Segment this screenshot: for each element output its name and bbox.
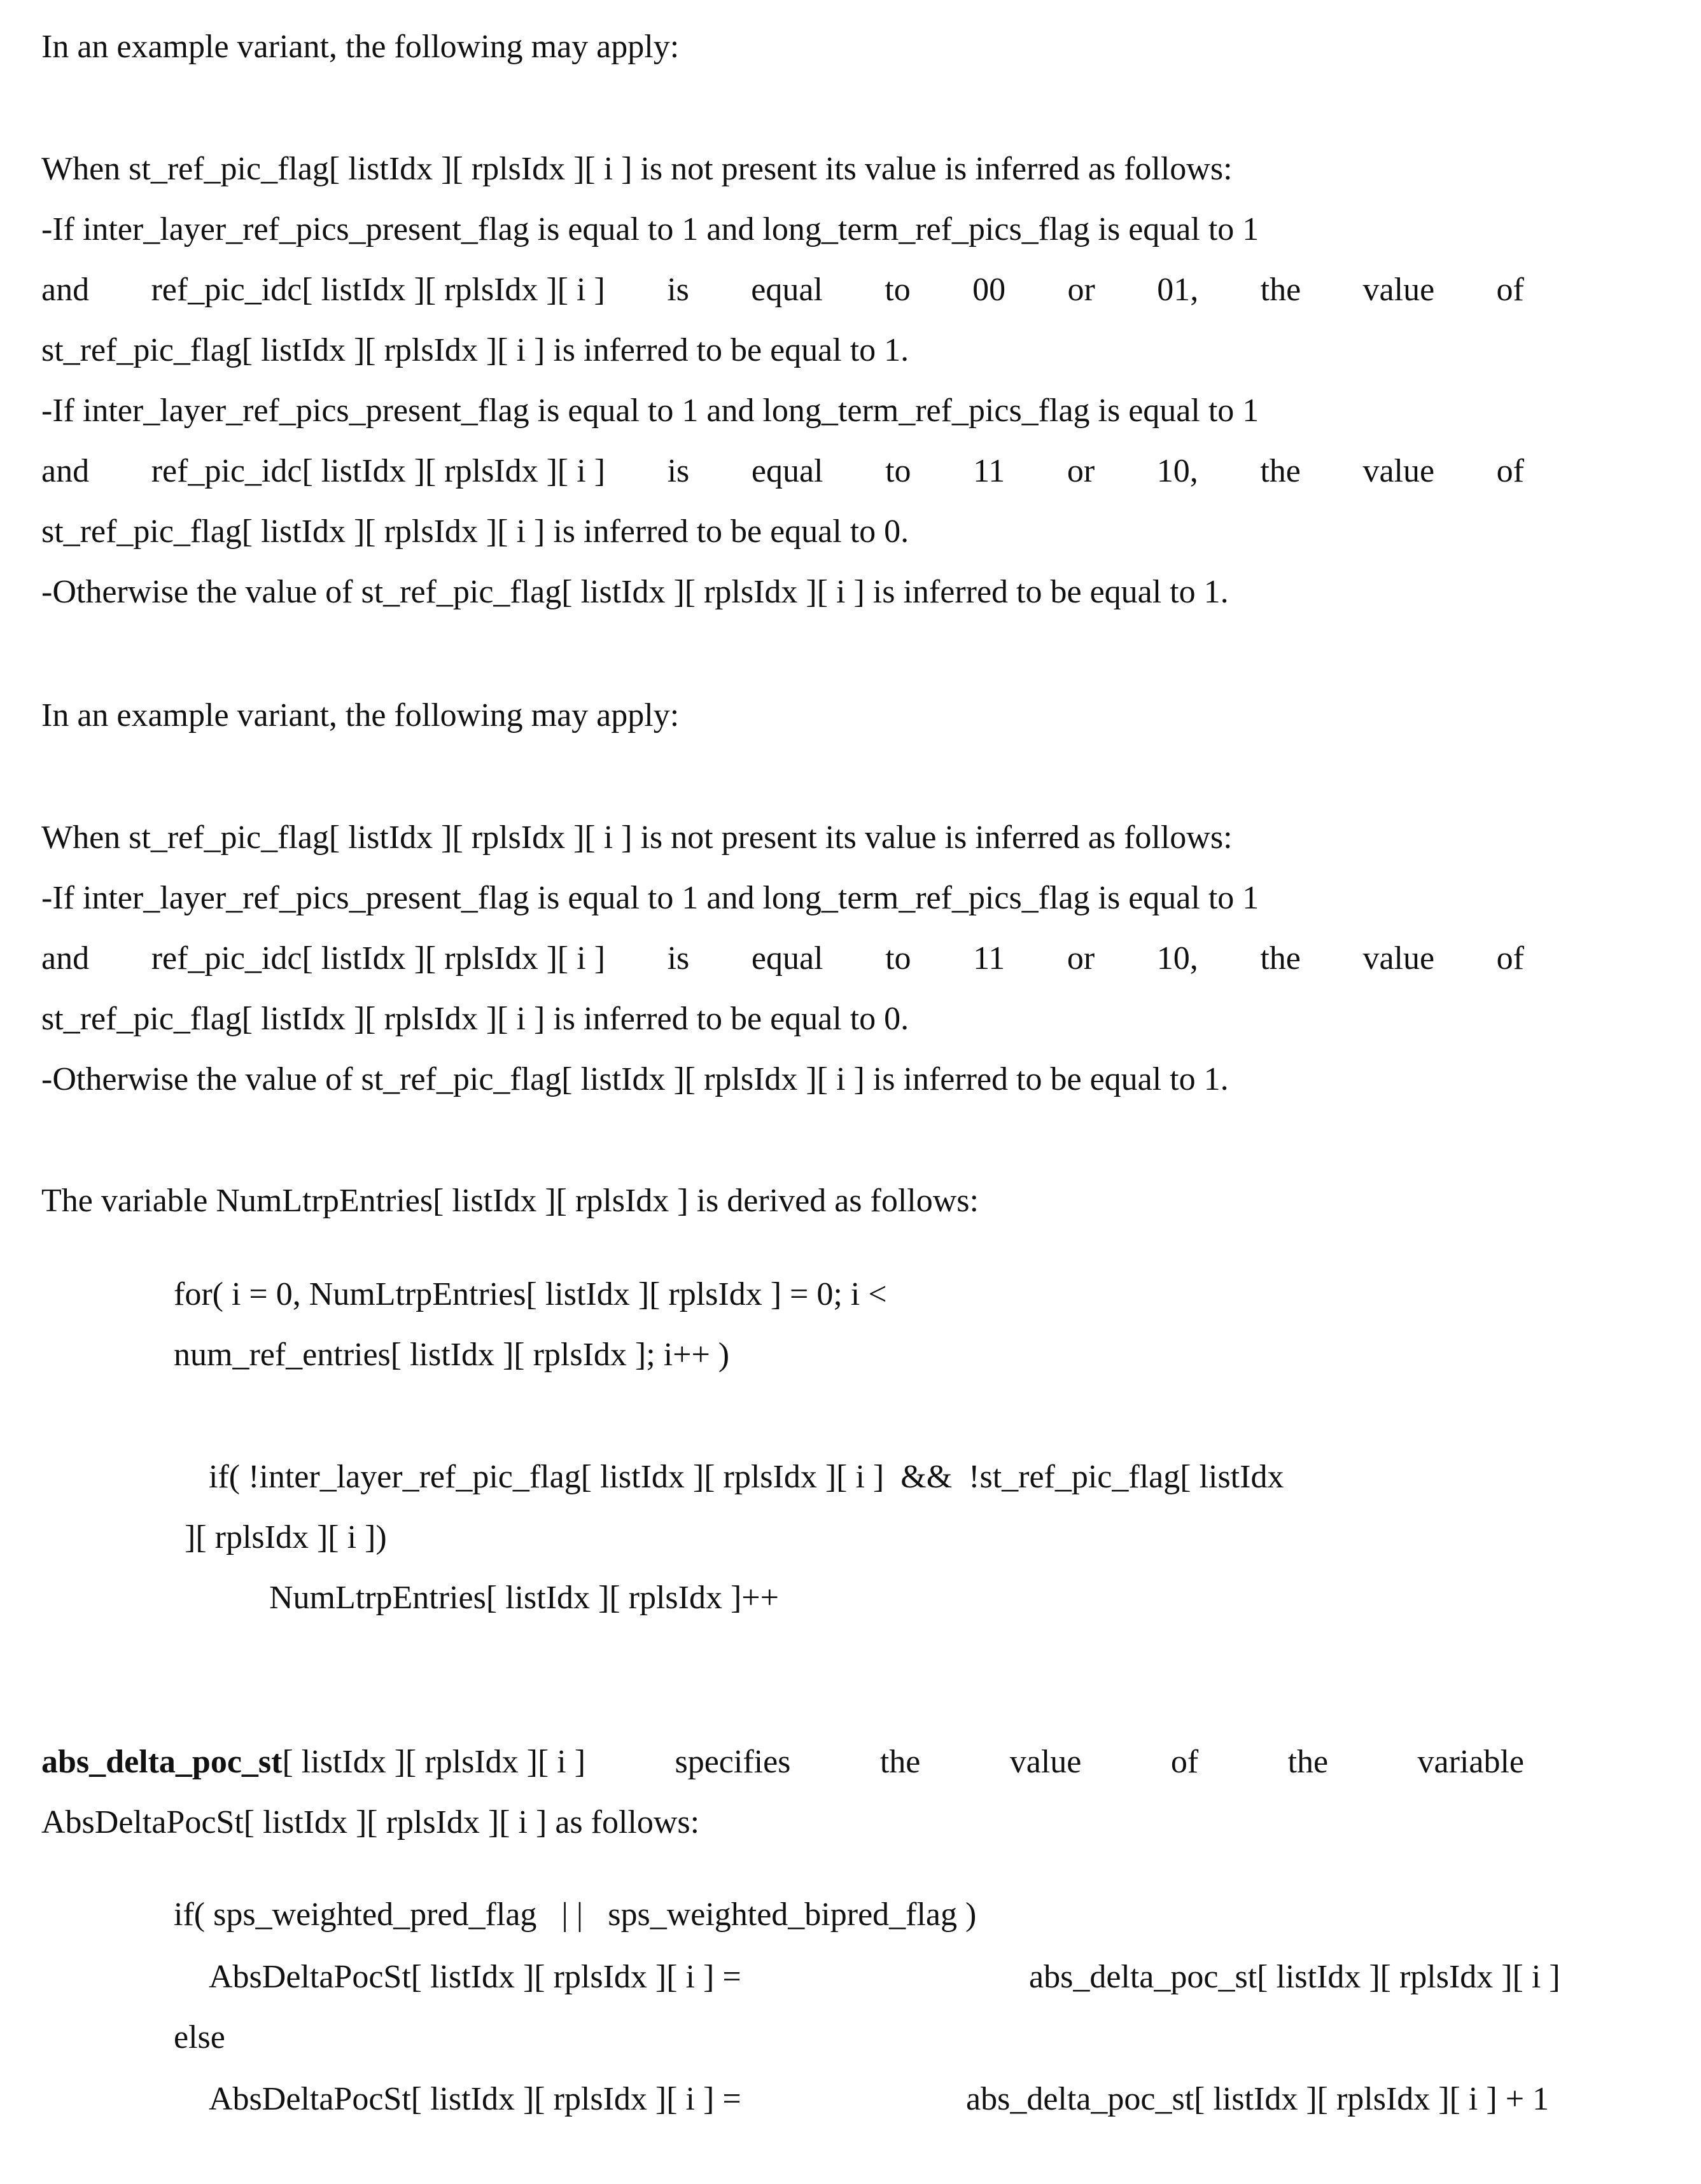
- code-for-line2: num_ref_entries[ listIdx ][ rplsIdx ]; i++ ): [174, 1337, 730, 1373]
- word: variable: [1417, 1744, 1524, 1780]
- code-for-line1: for( i = 0, NumLtrpEntries[ listIdx ][ rplsIdx ] = 0; i <: [174, 1276, 887, 1312]
- code-assign2-rhs: abs_delta_poc_st[ listIdx ][ rplsIdx ][ i ] + 1: [966, 2081, 1550, 2117]
- word: ref_pic_idc[ listIdx ][ rplsIdx ][ i ]: [151, 940, 606, 977]
- word: value: [1009, 1744, 1082, 1780]
- section1-rule2-line3: st_ref_pic_flag[ listIdx ][ rplsIdx ][ i ] is inferred to be equal to 0.: [41, 513, 909, 550]
- word: equal: [751, 453, 823, 489]
- code-if-line2: ][ rplsIdx ][ i ]): [185, 1519, 387, 1555]
- word: of: [1496, 453, 1524, 489]
- word: ref_pic_idc[ listIdx ][ rplsIdx ][ i ]: [151, 272, 605, 308]
- section1-rule1-line2: [41, 271, 1524, 309]
- word: and: [41, 453, 90, 489]
- section2-when: When st_ref_pic_flag[ listIdx ][ rplsIdx ][ i ] is not present its value is inferred as follows:: [41, 819, 1233, 856]
- code-assign2-lhs: AbsDeltaPocSt[ listIdx ][ rplsIdx ][ i ] =: [209, 2081, 741, 2117]
- word: the: [1260, 940, 1301, 977]
- word: to: [885, 453, 911, 489]
- section2-intro: In an example variant, the following may apply:: [41, 697, 680, 734]
- word: value: [1362, 940, 1435, 977]
- word: and: [41, 940, 90, 977]
- code-assign1-rhs: abs_delta_poc_st[ listIdx ][ rplsIdx ][ i ]: [1029, 1959, 1560, 1995]
- section1-rule1-line1: -If inter_layer_ref_pics_present_flag is equal to 1 and long_term_ref_pics_flag is equal to 1: [41, 211, 1259, 247]
- word: to: [885, 940, 911, 977]
- section4-line1: [41, 1743, 1524, 1781]
- word: equal: [751, 940, 823, 977]
- word: value: [1362, 272, 1435, 308]
- word: of: [1496, 272, 1524, 308]
- code-assign1-lhs: AbsDeltaPocSt[ listIdx ][ rplsIdx ][ i ] =: [209, 1959, 741, 1995]
- section1-otherwise: -Otherwise the value of st_ref_pic_flag[ listIdx ][ rplsIdx ][ i ] is inferred to be equal to 1.: [41, 574, 1229, 610]
- word: of: [1170, 1744, 1199, 1780]
- word: or: [1067, 453, 1095, 489]
- word: is: [667, 272, 689, 308]
- word: and: [41, 272, 90, 308]
- word: ref_pic_idc[ listIdx ][ rplsIdx ][ i ]: [151, 453, 606, 489]
- section3-intro: The variable NumLtrpEntries[ listIdx ][ rplsIdx ] is derived as follows:: [41, 1183, 979, 1219]
- code-else: else: [174, 2019, 225, 2055]
- word: is: [667, 940, 690, 977]
- word: specifies: [675, 1744, 791, 1780]
- section2-rule1-line3: st_ref_pic_flag[ listIdx ][ rplsIdx ][ i ] is inferred to be equal to 0.: [41, 1001, 909, 1037]
- code-increment: NumLtrpEntries[ listIdx ][ rplsIdx ]++: [269, 1580, 779, 1616]
- word: or: [1067, 940, 1095, 977]
- section4-line2: AbsDeltaPocSt[ listIdx ][ rplsIdx ][ i ] as follows:: [41, 1804, 700, 1840]
- section1-rule2-line1: -If inter_layer_ref_pics_present_flag is equal to 1 and long_term_ref_pics_flag is equal to 1: [41, 393, 1259, 429]
- word: value: [1362, 453, 1435, 489]
- word: of: [1496, 940, 1524, 977]
- word: is: [667, 453, 690, 489]
- word: to: [885, 272, 911, 308]
- term-definition: [41, 1743, 585, 1781]
- section2-otherwise: -Otherwise the value of st_ref_pic_flag[ listIdx ][ rplsIdx ][ i ] is inferred to be equal to 1.: [41, 1061, 1229, 1097]
- section1-when: When st_ref_pic_flag[ listIdx ][ rplsIdx ][ i ] is not present its value is inferred as follows:: [41, 151, 1233, 187]
- word: 11: [973, 940, 1005, 977]
- section2-rule1-line2: [41, 940, 1524, 978]
- word: the: [1260, 453, 1301, 489]
- word: the: [1287, 1744, 1329, 1780]
- code-if-line1: if( !inter_layer_ref_pic_flag[ listIdx ][ rplsIdx ][ i ] && !st_ref_pic_flag[ listIdx: [209, 1459, 1284, 1495]
- term-indices: [ listIdx ][ rplsIdx ][ i ]: [282, 1744, 586, 1780]
- word: 10,: [1156, 940, 1198, 977]
- word: the: [1260, 272, 1301, 308]
- term: abs_delta_poc_st: [41, 1744, 283, 1780]
- word: 00: [972, 272, 1006, 308]
- section2-rule1-line1: -If inter_layer_ref_pics_present_flag is equal to 1 and long_term_ref_pics_flag is equal to 1: [41, 880, 1259, 916]
- section1-rule1-line3: st_ref_pic_flag[ listIdx ][ rplsIdx ][ i ] is inferred to be equal to 1.: [41, 332, 909, 368]
- word: 01,: [1157, 272, 1199, 308]
- word: equal: [751, 272, 823, 308]
- section1-rule2-line2: [41, 452, 1524, 490]
- word: 11: [973, 453, 1005, 489]
- code-if-weighted: if( sps_weighted_pred_flag | | sps_weighted_bipred_flag ): [174, 1896, 977, 1933]
- word: the: [879, 1744, 921, 1780]
- word: 10,: [1156, 453, 1198, 489]
- word: or: [1067, 272, 1095, 308]
- section1-intro: In an example variant, the following may apply:: [41, 29, 680, 65]
